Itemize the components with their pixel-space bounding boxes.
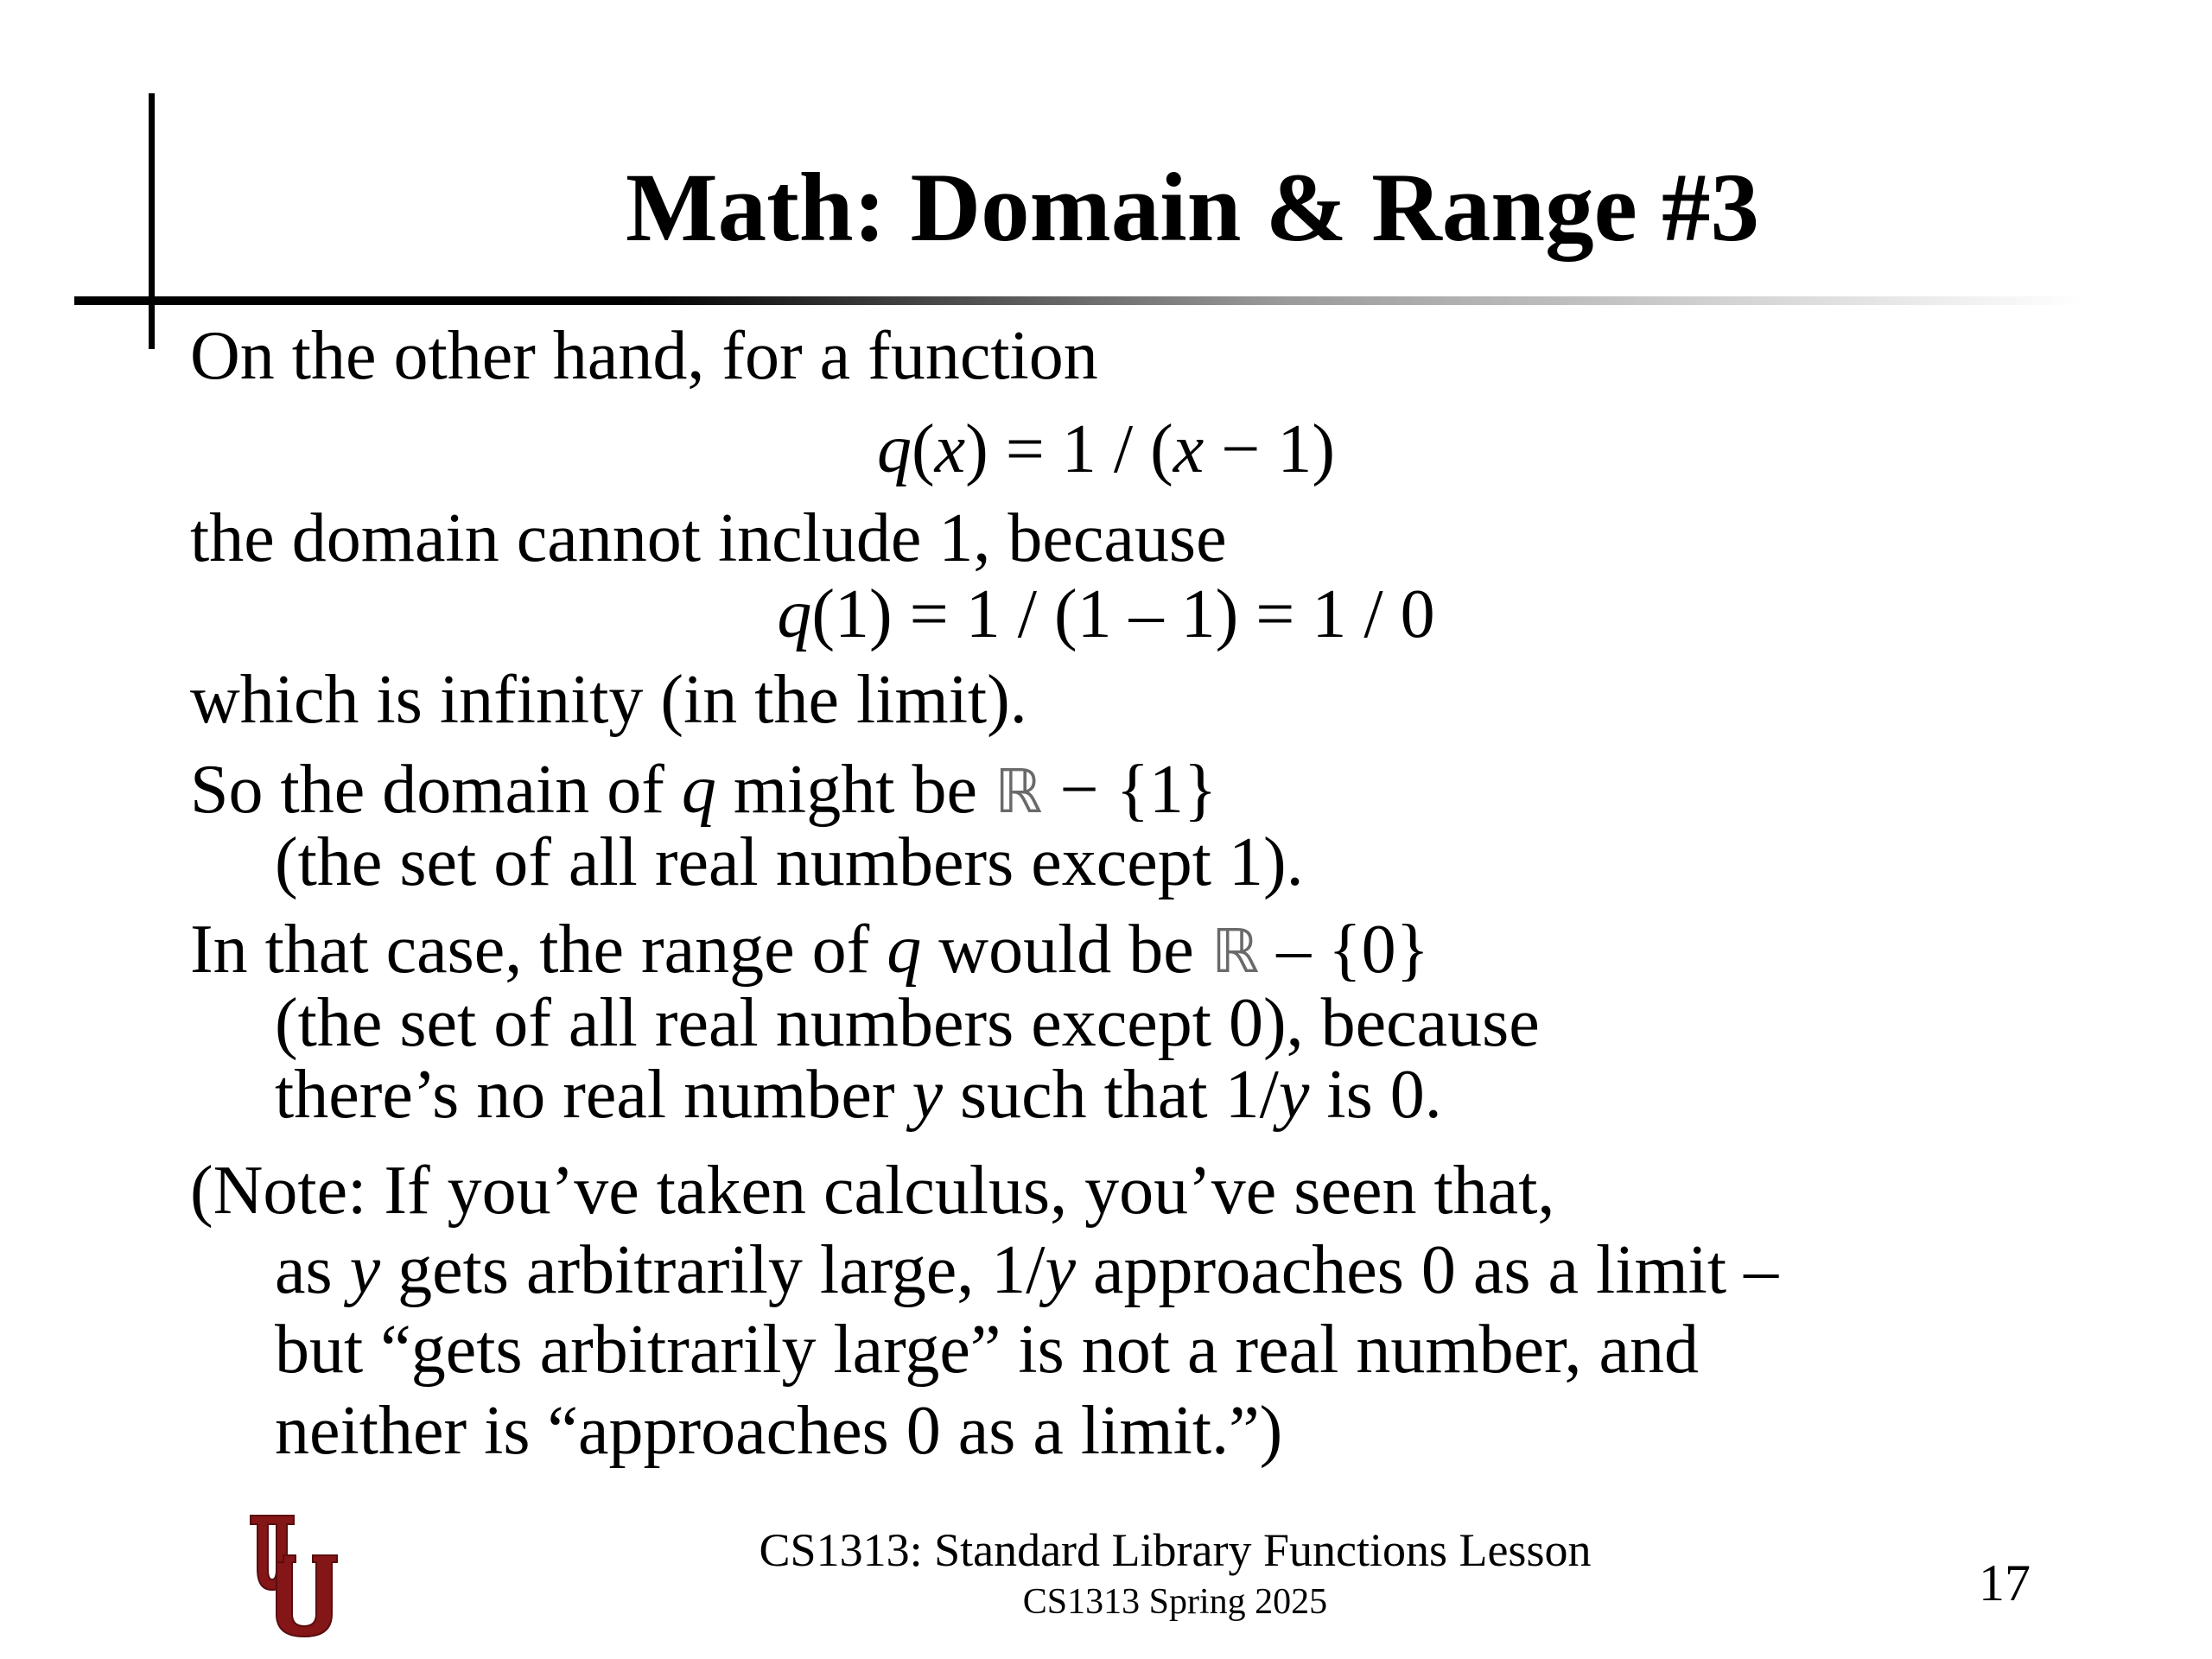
var-q: q	[876, 411, 912, 487]
text: In that case, the range of	[190, 912, 887, 988]
note-line-2	[275, 1229, 1778, 1312]
title-horizontal-rule	[74, 296, 2082, 305]
var-y: y	[1045, 1232, 1077, 1308]
eq-text: (1) = 1 / (1 – 1) = 1 / 0	[811, 576, 1435, 652]
page-number: 17	[1979, 1554, 2031, 1611]
equation-q-of-1	[0, 573, 2212, 656]
body-line-2: the domain cannot include 1, because	[190, 500, 1227, 576]
text: gets arbitrarily large, 1/	[380, 1232, 1046, 1308]
note-line-3: but “gets arbitrarily large” is not a real number, and	[275, 1312, 1700, 1388]
slide-title: Math: Domain & Range #3	[626, 154, 1759, 262]
equation-q-of-x	[0, 408, 2212, 491]
var-q: q	[777, 576, 812, 652]
range-reason	[275, 1053, 1442, 1136]
var-y: y	[349, 1232, 381, 1308]
var-y: y	[912, 1057, 944, 1133]
footer-term: CS1313 Spring 2025	[1022, 1582, 1328, 1622]
body-line-3: which is infinity (in the limit).	[190, 662, 1027, 738]
text: as	[275, 1232, 350, 1308]
text: approaches 0 as a limit –	[1076, 1232, 1779, 1308]
note-line-1: (Note: If you’ve taken calculus, you’ve seen that,	[190, 1153, 1555, 1229]
var-y: y	[1278, 1057, 1310, 1133]
text: is 0.	[1309, 1057, 1442, 1133]
text: might be	[715, 752, 995, 828]
text: would be	[921, 912, 1211, 988]
eq-text: − 1)	[1204, 411, 1336, 487]
text: such that 1/	[943, 1057, 1279, 1133]
eq-text: ) = 1 / (	[965, 411, 1173, 487]
text: – {0}	[1259, 912, 1430, 988]
note-line-4: neither is “approaches 0 as a limit.”)	[275, 1393, 1283, 1469]
eq-text: (	[911, 411, 935, 487]
body-line-1: On the other hand, for a function	[190, 318, 1098, 394]
reals-symbol: ℝ	[995, 756, 1043, 827]
footer-course: CS1313: Standard Library Functions Lesson	[759, 1524, 1592, 1576]
text: − {1}	[1042, 752, 1217, 828]
text: So the domain of	[190, 752, 682, 828]
range-statement	[190, 908, 1429, 993]
var-q: q	[887, 912, 922, 988]
text: there’s no real number	[275, 1057, 912, 1133]
var-x: x	[1173, 411, 1205, 487]
domain-explanation: (the set of all real numbers except 1).	[275, 824, 1304, 900]
range-explanation: (the set of all real numbers except 0), because	[275, 985, 1540, 1061]
var-x: x	[934, 411, 966, 487]
var-q: q	[681, 752, 716, 828]
reals-symbol: ℝ	[1211, 916, 1260, 987]
